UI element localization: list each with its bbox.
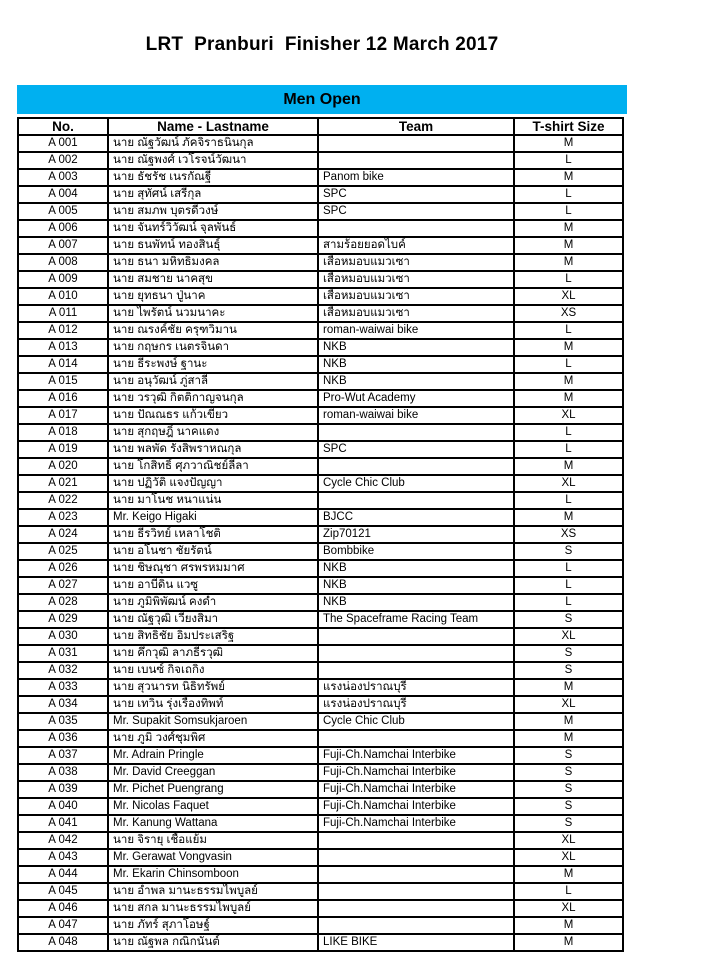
cell-no: A 019 — [18, 441, 108, 458]
table-row — [18, 679, 623, 696]
cell-team: แรงน่องปราณบุรี — [318, 696, 514, 713]
cell-no: A 046 — [18, 900, 108, 917]
page-title: LRT Pranburi Finisher 12 March 2017 — [145, 34, 499, 55]
table-row — [18, 832, 623, 849]
cell-name: นาย คึกวุฒิ ลาภธีรวุฒิ — [108, 645, 318, 662]
cell-no: A 042 — [18, 832, 108, 849]
cell-team — [318, 730, 514, 747]
cell-size: M — [514, 458, 623, 475]
cell-size: S — [514, 798, 623, 815]
cell-name: นาย สมภพ บุตรดีวงษ์ — [108, 203, 318, 220]
cell-team: Zip70121 — [318, 526, 514, 543]
cell-no: A 048 — [18, 934, 108, 951]
column-header-size: T-shirt Size — [514, 118, 623, 135]
cell-team — [318, 883, 514, 900]
table-row — [18, 815, 623, 832]
cell-name: นาย ณัฐวุฒิ เวียงสิมา — [108, 611, 318, 628]
column-header-name: Name - Lastname — [108, 118, 318, 135]
cell-team: NKB — [318, 577, 514, 594]
table-row — [18, 254, 623, 271]
table-row — [18, 866, 623, 883]
cell-size: XL — [514, 475, 623, 492]
table-row — [18, 492, 623, 509]
cell-team — [318, 152, 514, 169]
cell-size: XL — [514, 900, 623, 917]
cell-name: นาย จิรายุ เชื้อแย้ม — [108, 832, 318, 849]
cell-team — [318, 832, 514, 849]
cell-no: A 018 — [18, 424, 108, 441]
cell-name: Mr. Ekarin Chinsomboon — [108, 866, 318, 883]
table-row — [18, 849, 623, 866]
cell-name: Mr. Kanung Wattana — [108, 815, 318, 832]
cell-name: นาย ชิษณุชา ศรพรหมมาศ — [108, 560, 318, 577]
cell-team: เสือหมอบแมวเซา — [318, 254, 514, 271]
column-header-team: Team — [318, 118, 514, 135]
cell-team — [318, 628, 514, 645]
cell-team: SPC — [318, 441, 514, 458]
cell-size: L — [514, 186, 623, 203]
cell-name: นาย กฤษกร เนตรจินดา — [108, 339, 318, 356]
table-row — [18, 186, 623, 203]
table-row — [18, 713, 623, 730]
cell-name: นาย ธีระพงษ์ ฐานะ — [108, 356, 318, 373]
table-row — [18, 203, 623, 220]
cell-team: Bombbike — [318, 543, 514, 560]
cell-size: XS — [514, 305, 623, 322]
cell-size: M — [514, 917, 623, 934]
column-header-no: No. — [18, 118, 108, 135]
cell-name: นาย ภัทร์ สุภาโอษฐ์ — [108, 917, 318, 934]
table-row — [18, 271, 623, 288]
cell-name: Mr. David Creeggan — [108, 764, 318, 781]
cell-no: A 041 — [18, 815, 108, 832]
cell-size: L — [514, 203, 623, 220]
cell-no: A 021 — [18, 475, 108, 492]
table-row — [18, 934, 623, 951]
cell-size: XL — [514, 628, 623, 645]
cell-size: M — [514, 713, 623, 730]
cell-size: M — [514, 254, 623, 271]
table-row — [18, 747, 623, 764]
cell-name: Mr. Pichet Puengrang — [108, 781, 318, 798]
table-row — [18, 611, 623, 628]
cell-size: L — [514, 883, 623, 900]
cell-team: NKB — [318, 560, 514, 577]
cell-size: S — [514, 815, 623, 832]
cell-no: A 034 — [18, 696, 108, 713]
table-row — [18, 781, 623, 798]
cell-size: S — [514, 543, 623, 560]
cell-name: นาย ปัณณธร แก้วเขียว — [108, 407, 318, 424]
cell-team: เสือหมอบแมวเซา — [318, 288, 514, 305]
cell-team: Fuji-Ch.Namchai Interbike — [318, 815, 514, 832]
table-row — [18, 696, 623, 713]
cell-size: M — [514, 866, 623, 883]
cell-name: นาย ณัฐพงศ์ เวโรจน์วัฒนา — [108, 152, 318, 169]
cell-name: นาย เทวิน รุ่งเรืองทิพท์ — [108, 696, 318, 713]
cell-size: L — [514, 594, 623, 611]
table-row — [18, 288, 623, 305]
cell-team: Fuji-Ch.Namchai Interbike — [318, 798, 514, 815]
cell-size: XL — [514, 832, 623, 849]
cell-name: นาย สมชาย นาคสุข — [108, 271, 318, 288]
table-row — [18, 526, 623, 543]
cell-name: นาย โกสิทธิ์ ศุภวาณิชย์ลีลา — [108, 458, 318, 475]
cell-size: XL — [514, 288, 623, 305]
table-row — [18, 458, 623, 475]
cell-size: M — [514, 339, 623, 356]
cell-name: นาย ธัชรัช เนรกัณฐี — [108, 169, 318, 186]
cell-size: M — [514, 390, 623, 407]
cell-no: A 030 — [18, 628, 108, 645]
header-row — [18, 118, 623, 135]
cell-no: A 031 — [18, 645, 108, 662]
cell-size: XL — [514, 407, 623, 424]
cell-size: M — [514, 220, 623, 237]
cell-name: นาย สุกฤษฎิ์ นาคแดง — [108, 424, 318, 441]
cell-name: นาย จันทร์วิวัฒน์ จุลพันธ์ — [108, 220, 318, 237]
cell-name: นาย ปฏิวัติ แจงปัญญา — [108, 475, 318, 492]
cell-team — [318, 866, 514, 883]
table-row — [18, 339, 623, 356]
cell-no: A 006 — [18, 220, 108, 237]
table-row — [18, 730, 623, 747]
cell-team: Fuji-Ch.Namchai Interbike — [318, 747, 514, 764]
cell-no: A 035 — [18, 713, 108, 730]
results-table-header — [18, 118, 623, 135]
cell-team — [318, 492, 514, 509]
table-row — [18, 424, 623, 441]
cell-name: Mr. Supakit Somsukjaroen — [108, 713, 318, 730]
cell-name: นาย ภูมิ วงศ์ชุมพิศ — [108, 730, 318, 747]
cell-team: LIKE BIKE — [318, 934, 514, 951]
section-title: Men Open — [283, 90, 361, 108]
cell-name: นาย ธีรวิทย์ เหลาโชติ — [108, 526, 318, 543]
cell-name: นาย ภูมิพิพัฒน์ คงดำ — [108, 594, 318, 611]
cell-name: นาย ยุทธนา ปู่นาค — [108, 288, 318, 305]
cell-name: นาย อโนชา ชัยรัตน์ — [108, 543, 318, 560]
cell-team: roman-waiwai bike — [318, 407, 514, 424]
cell-size: S — [514, 747, 623, 764]
cell-no: A 013 — [18, 339, 108, 356]
cell-name: นาย อำพล มานะธรรมไพบูลย์ — [108, 883, 318, 900]
table-row — [18, 356, 623, 373]
table-row — [18, 764, 623, 781]
table-row — [18, 594, 623, 611]
table-row — [18, 543, 623, 560]
cell-name: Mr. Adrain Pringle — [108, 747, 318, 764]
cell-no: A 037 — [18, 747, 108, 764]
cell-team — [318, 849, 514, 866]
table-row — [18, 883, 623, 900]
cell-team — [318, 645, 514, 662]
table-row — [18, 390, 623, 407]
table-row — [18, 475, 623, 492]
cell-size: S — [514, 781, 623, 798]
table-row — [18, 220, 623, 237]
cell-no: A 033 — [18, 679, 108, 696]
cell-size: S — [514, 764, 623, 781]
results-table — [17, 117, 624, 952]
men-open-banner — [17, 85, 627, 114]
cell-size: M — [514, 934, 623, 951]
cell-team — [318, 220, 514, 237]
cell-team: Pro-Wut Academy — [318, 390, 514, 407]
cell-team: NKB — [318, 339, 514, 356]
table-row — [18, 917, 623, 934]
cell-no: A 007 — [18, 237, 108, 254]
cell-size: M — [514, 237, 623, 254]
table-row — [18, 441, 623, 458]
table-row — [18, 509, 623, 526]
cell-no: A 015 — [18, 373, 108, 390]
cell-size: M — [514, 509, 623, 526]
table-row — [18, 373, 623, 390]
cell-name: นาย อนุวัฒน์ ภู่สาลี — [108, 373, 318, 390]
cell-team: SPC — [318, 203, 514, 220]
cell-no: A 016 — [18, 390, 108, 407]
cell-name: Mr. Gerawat Vongvasin — [108, 849, 318, 866]
cell-no: A 047 — [18, 917, 108, 934]
cell-no: A 043 — [18, 849, 108, 866]
cell-size: S — [514, 662, 623, 679]
cell-size: M — [514, 730, 623, 747]
cell-no: A 023 — [18, 509, 108, 526]
cell-team — [318, 424, 514, 441]
cell-size: M — [514, 135, 623, 152]
cell-size: S — [514, 611, 623, 628]
cell-team — [318, 662, 514, 679]
cell-team: สามร้อยยอดไบค์ — [318, 237, 514, 254]
cell-name: Mr. Keigo Higaki — [108, 509, 318, 526]
table-row — [18, 135, 623, 152]
cell-no: A 026 — [18, 560, 108, 577]
cell-name: นาย เบนซ์ กิจเถกิง — [108, 662, 318, 679]
table-row — [18, 305, 623, 322]
cell-name: นาย ธนา มหิทธิมงคล — [108, 254, 318, 271]
cell-name: นาย พลพัด รังสิพราหณกุล — [108, 441, 318, 458]
cell-team: Cycle Chic Club — [318, 713, 514, 730]
cell-size: S — [514, 645, 623, 662]
table-row — [18, 169, 623, 186]
cell-team: SPC — [318, 186, 514, 203]
cell-name: Mr. Nicolas Faquet — [108, 798, 318, 815]
cell-team: NKB — [318, 373, 514, 390]
cell-name: นาย วรวุฒิ กิตติกาญจนกุล — [108, 390, 318, 407]
cell-name: นาย อาบีดิน แวซู — [108, 577, 318, 594]
cell-name: นาย สุวนารท นิธิทรัพย์ — [108, 679, 318, 696]
cell-team: The Spaceframe Racing Team — [318, 611, 514, 628]
cell-name: นาย สกล มานะธรรมไพบูลย์ — [108, 900, 318, 917]
cell-name: นาย ธนพัทน์ ทองสินธุ์ — [108, 237, 318, 254]
cell-size: L — [514, 577, 623, 594]
cell-team: roman-waiwai bike — [318, 322, 514, 339]
cell-no: A 025 — [18, 543, 108, 560]
cell-name: นาย สุทัศน์ เสรีกุล — [108, 186, 318, 203]
table-row — [18, 645, 623, 662]
cell-team — [318, 458, 514, 475]
table-row — [18, 628, 623, 645]
cell-team: NKB — [318, 594, 514, 611]
table-row — [18, 322, 623, 339]
cell-team — [318, 917, 514, 934]
cell-size: M — [514, 169, 623, 186]
cell-no: A 001 — [18, 135, 108, 152]
cell-no: A 044 — [18, 866, 108, 883]
cell-no: A 032 — [18, 662, 108, 679]
cell-no: A 002 — [18, 152, 108, 169]
cell-team: เสือหมอบแมวเซา — [318, 305, 514, 322]
cell-team: Panom bike — [318, 169, 514, 186]
cell-size: XL — [514, 696, 623, 713]
cell-no: A 005 — [18, 203, 108, 220]
cell-size: L — [514, 322, 623, 339]
table-row — [18, 798, 623, 815]
cell-team: NKB — [318, 356, 514, 373]
cell-name: นาย มาโนช หนาแน่น — [108, 492, 318, 509]
cell-name: นาย ณัฐวัฒน์ ภัคจิราธนินกุล — [108, 135, 318, 152]
cell-size: L — [514, 424, 623, 441]
cell-no: A 009 — [18, 271, 108, 288]
table-row — [18, 407, 623, 424]
table-row — [18, 900, 623, 917]
cell-team: แรงน่องปราณบุรี — [318, 679, 514, 696]
cell-no: A 027 — [18, 577, 108, 594]
cell-no: A 003 — [18, 169, 108, 186]
cell-no: A 014 — [18, 356, 108, 373]
table-row — [18, 662, 623, 679]
cell-size: L — [514, 492, 623, 509]
cell-no: A 017 — [18, 407, 108, 424]
cell-size: L — [514, 271, 623, 288]
table-row — [18, 560, 623, 577]
cell-no: A 008 — [18, 254, 108, 271]
cell-no: A 045 — [18, 883, 108, 900]
cell-no: A 020 — [18, 458, 108, 475]
cell-size: L — [514, 356, 623, 373]
cell-no: A 010 — [18, 288, 108, 305]
cell-no: A 036 — [18, 730, 108, 747]
cell-size: L — [514, 441, 623, 458]
table-row — [18, 152, 623, 169]
cell-team: Fuji-Ch.Namchai Interbike — [318, 781, 514, 798]
table-row — [18, 577, 623, 594]
cell-team: Cycle Chic Club — [318, 475, 514, 492]
cell-size: L — [514, 152, 623, 169]
cell-name: นาย สิทธิชัย อิ่มประเสริฐ — [108, 628, 318, 645]
cell-team: Fuji-Ch.Namchai Interbike — [318, 764, 514, 781]
cell-size: L — [514, 560, 623, 577]
cell-no: A 012 — [18, 322, 108, 339]
cell-team: BJCC — [318, 509, 514, 526]
cell-name: นาย ณรงค์ชัย ครุฑวิมาน — [108, 322, 318, 339]
cell-no: A 028 — [18, 594, 108, 611]
cell-no: A 038 — [18, 764, 108, 781]
cell-size: M — [514, 679, 623, 696]
cell-team: เสือหมอบแมวเซา — [318, 271, 514, 288]
cell-size: M — [514, 373, 623, 390]
cell-no: A 004 — [18, 186, 108, 203]
cell-size: XS — [514, 526, 623, 543]
cell-no: A 040 — [18, 798, 108, 815]
cell-size: XL — [514, 849, 623, 866]
cell-no: A 022 — [18, 492, 108, 509]
cell-name: นาย ณัฐพล กณิกนันต์ — [108, 934, 318, 951]
table-row — [18, 237, 623, 254]
cell-no: A 039 — [18, 781, 108, 798]
cell-team — [318, 900, 514, 917]
cell-no: A 029 — [18, 611, 108, 628]
results-table-body — [18, 135, 623, 951]
cell-team — [318, 135, 514, 152]
cell-no: A 011 — [18, 305, 108, 322]
cell-name: นาย ไพรัตน์ นวมนาคะ — [108, 305, 318, 322]
cell-no: A 024 — [18, 526, 108, 543]
